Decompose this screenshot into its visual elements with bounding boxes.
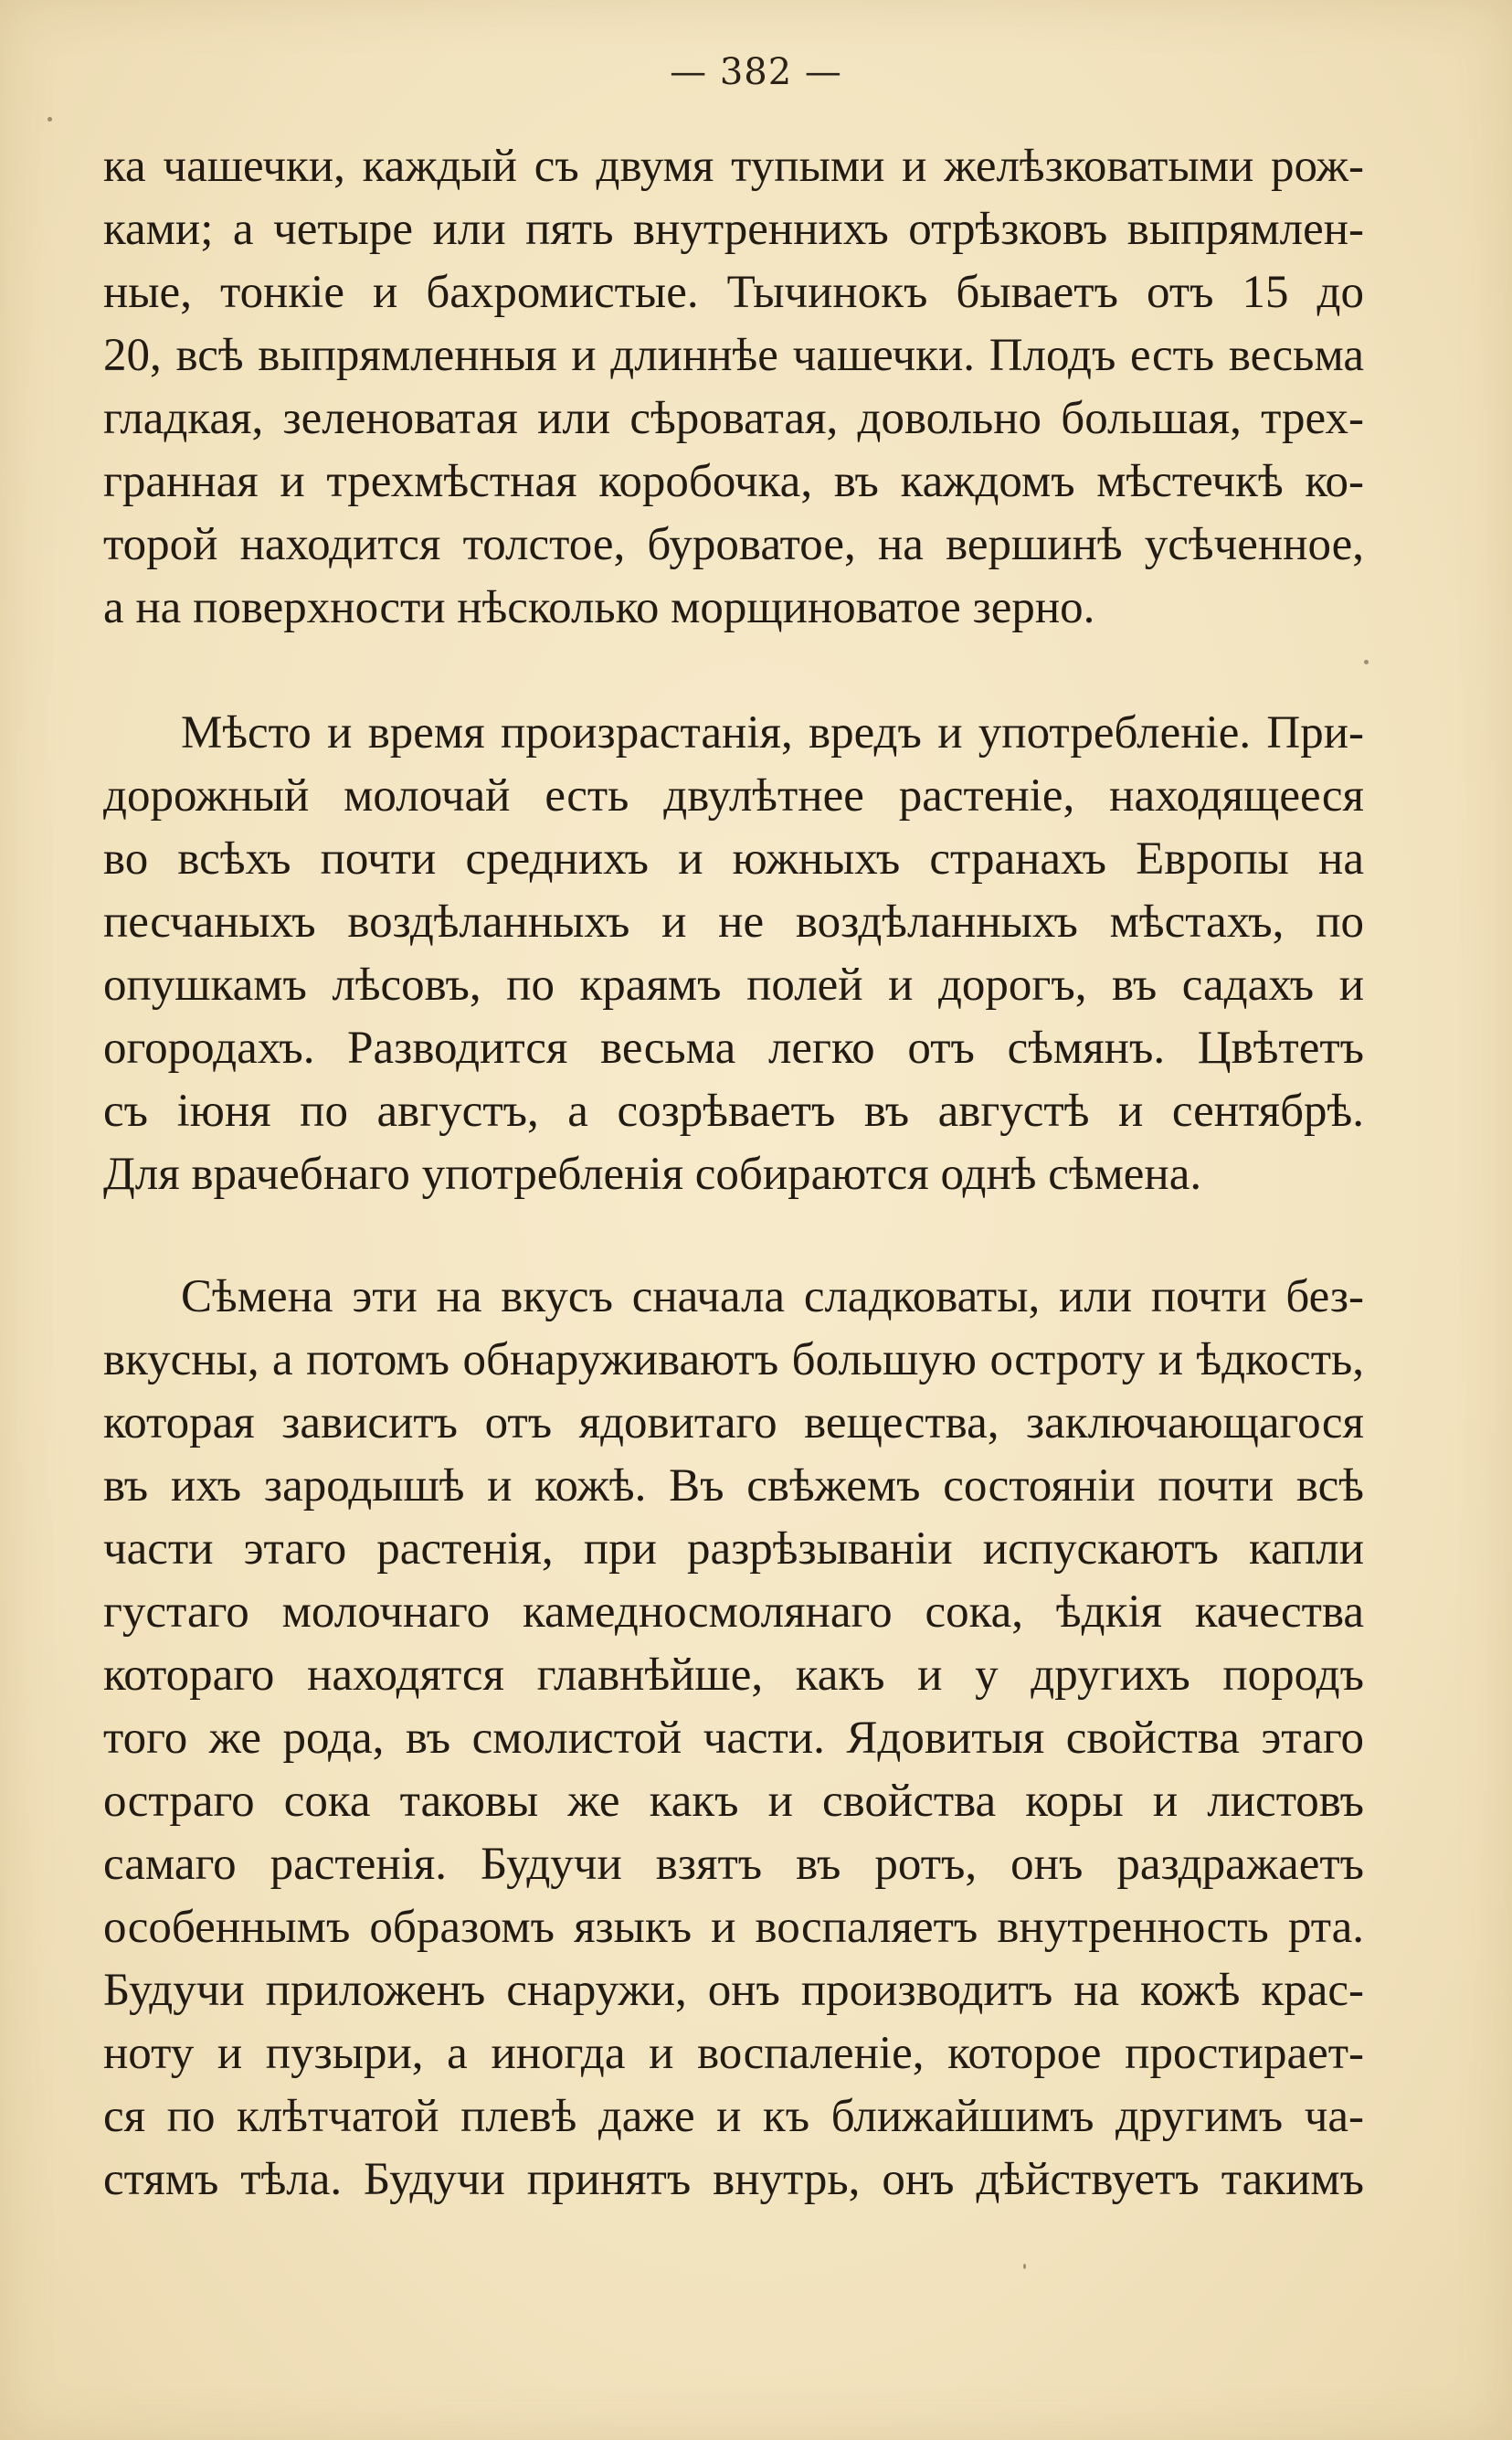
paragraph-1 xyxy=(103,135,1364,640)
paper-speck xyxy=(1364,660,1369,664)
page-number: — 382 — xyxy=(670,51,842,93)
text-line: того же рода, въ смолистой части. Ядовитыя свойства этаго xyxy=(103,1713,1364,1764)
text-line: 20, всѣ выпрямленныя и длиннѣе чашечки. Плодъ есть весьма xyxy=(103,330,1364,381)
paragraph-2 xyxy=(103,702,1364,1206)
text-line: гранная и трехмѣстная коробочка, въ каждомъ мѣстечкѣ ко- xyxy=(103,456,1364,507)
text-line: Будучи приложенъ снаружи, онъ производитъ на кожѣ крас- xyxy=(103,1965,1364,2016)
text-line: торой находится толстое, буроватое, на вершинѣ усѣченное, xyxy=(103,519,1364,570)
text-line: ка чашечки, каждый съ двумя тупыми и желѣзковатыми рож- xyxy=(103,141,1364,192)
paper-speck xyxy=(1023,2264,1026,2269)
text-line: огородахъ. Разводится весьма легко отъ сѣмянъ. Цвѣтетъ xyxy=(103,1023,1364,1074)
text-line: самаго растенія. Будучи взятъ въ ротъ, онъ раздражаетъ xyxy=(103,1839,1364,1890)
paper-speck xyxy=(48,117,52,122)
text-line: особеннымъ образомъ языкъ и воспаляетъ внутренность рта. xyxy=(103,1902,1364,1953)
text-line: ками; а четыре или пять внутреннихъ отрѣзковъ выпрямлен- xyxy=(103,204,1364,255)
text-line: части этаго растенія, при разрѣзываніи испускаютъ капли xyxy=(103,1523,1364,1575)
text-line: песчаныхъ воздѣланныхъ и не воздѣланныхъ мѣстахъ, по xyxy=(103,896,1364,948)
text-line: Для врачебнаго употребленія собираются однѣ сѣмена. xyxy=(103,1149,1202,1200)
text-line: а на поверхности нѣсколько морщиноватое зерно. xyxy=(103,582,1095,633)
text-line: опушкамъ лѣсовъ, по краямъ полей и дорогъ, въ садахъ и xyxy=(103,960,1364,1011)
text-line: Мѣсто и время произрастанія, вредъ и употребленіе. При- xyxy=(181,707,1364,759)
text-line: котораго находятся главнѣйше, какъ и у другихъ породъ xyxy=(103,1650,1364,1701)
text-line: во всѣхъ почти среднихъ и южныхъ странахъ Европы на xyxy=(103,833,1364,885)
text-line: вкусны, а потомъ обнаруживаютъ большую остроту и ѣдкость, xyxy=(103,1334,1364,1385)
text-line: ные, тонкіе и бахромистые. Тычинокъ бываетъ отъ 15 до xyxy=(103,267,1364,318)
text-line: въ ихъ зародышѣ и кожѣ. Въ свѣжемъ состояніи почти всѣ xyxy=(103,1460,1364,1512)
text-line: остраго сока таковы же какъ и свойства коры и листовъ xyxy=(103,1776,1364,1827)
text-line: Сѣмена эти на вкусъ сначала сладковаты, или почти без- xyxy=(181,1271,1364,1322)
text-line: стямъ тѣла. Будучи принятъ внутрь, онъ дѣйствуетъ такимъ xyxy=(103,2154,1364,2205)
paragraph-3 xyxy=(103,1266,1364,2212)
text-line: гладкая, зеленоватая или сѣроватая, довольно большая, трех- xyxy=(103,393,1364,444)
text-line: ся по клѣтчатой плевѣ даже и къ ближайшимъ другимъ ча- xyxy=(103,2091,1364,2142)
text-line: густаго молочнаго камедносмолянаго сока, ѣдкія качества xyxy=(103,1586,1364,1638)
text-line: которая зависитъ отъ ядовитаго вещества, заключающагося xyxy=(103,1397,1364,1448)
text-line: дорожный молочай есть двулѣтнее растеніе, находящееся xyxy=(103,770,1364,822)
text-line: съ іюня по августъ, а созрѣваетъ въ августѣ и сентябрѣ. xyxy=(103,1086,1364,1137)
text-line: ноту и пузыри, а иногда и воспаленіе, которое простирает- xyxy=(103,2028,1364,2079)
